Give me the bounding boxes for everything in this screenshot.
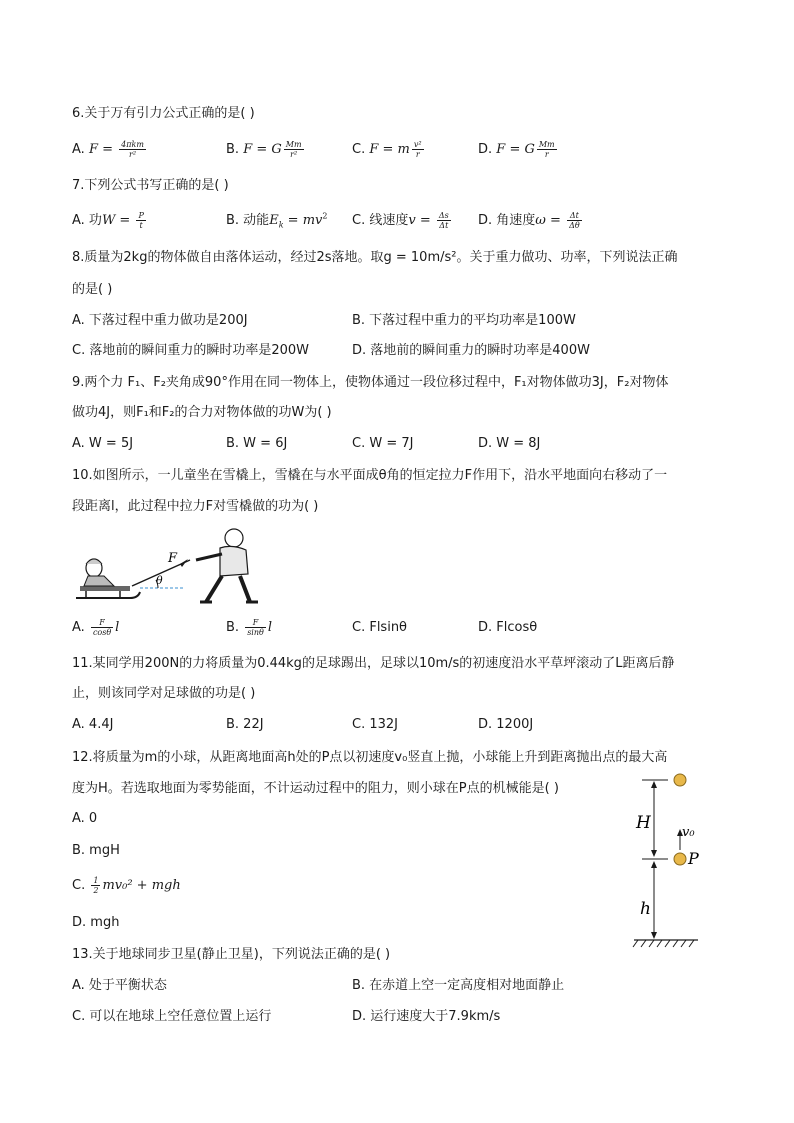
- adult-body: [220, 546, 248, 576]
- question-11-stem-line-2: 止，则该同学对足球做的功是( ): [72, 686, 256, 701]
- question-7-option-c[interactable]: C. 线速度v = $\frac{\Delta s}{\Delta t}$: [352, 211, 449, 230]
- v0-label: v₀: [682, 825, 695, 840]
- fraction: $\frac{\text{v²}}{r}$: [413, 140, 422, 159]
- fraction: $\frac{F}{\sin\theta}$: [247, 618, 264, 637]
- adult-head: [225, 529, 243, 547]
- question-12-option-b[interactable]: B. mgH: [72, 843, 120, 858]
- question-8-option-b[interactable]: B. 下落过程中重力的平均功率是100W: [352, 313, 576, 328]
- question-11-option-b[interactable]: B. 22J: [226, 717, 264, 732]
- fraction: $\frac{Mm}{\text{r²}}$: [285, 140, 302, 159]
- question-6-option-b[interactable]: B. F = G $\frac{Mm}{\text{r²}}$: [226, 140, 302, 159]
- fraction: $\frac{\Delta t}{\Delta\theta}$: [569, 211, 580, 230]
- child-body: [84, 576, 114, 586]
- sled-figure: [70, 528, 270, 608]
- fraction: $\frac{F}{\cos\theta}$: [92, 618, 112, 637]
- height-H-label: H: [636, 813, 651, 833]
- question-13-option-b[interactable]: B. 在赤道上空一定高度相对地面静止: [352, 978, 565, 993]
- question-8-stem-line-2: 的是( ): [72, 282, 113, 297]
- ball-top: [674, 774, 686, 786]
- force-label: F: [168, 551, 178, 566]
- question-9-stem-line-2: 做功4J，则F₁和F₂的合力对物体做的功W为( ): [72, 405, 332, 420]
- angle-label: θ: [156, 574, 163, 587]
- question-10-option-a[interactable]: A. $\frac{F}{\cos\theta}$ l: [72, 618, 120, 637]
- adult-legs: [206, 576, 250, 602]
- question-8-option-a[interactable]: A. 下落过程中重力做功是200J: [72, 313, 248, 328]
- question-13-option-a[interactable]: A. 处于平衡状态: [72, 978, 167, 993]
- question-13-option-d[interactable]: D. 运行速度大于7.9km/s: [352, 1009, 501, 1024]
- projectile-figure: [628, 766, 708, 952]
- question-11-stem-line-1: 11.某同学用200N的力将质量为0.44kg的足球踢出，足球以10m/s的初速度沿水平草坪滚动了L距离后静: [72, 656, 675, 671]
- question-9-option-c[interactable]: C. W = 7J: [352, 436, 414, 451]
- question-12-option-c[interactable]: C. $\frac{1}{2}$ mv₀² + mgh: [72, 876, 181, 895]
- question-12-stem-line-2: 度为H。若选取地面为零势能面，不计运动过程中的阻力，则小球在P点的机械能是( ): [72, 781, 559, 796]
- fraction: $\frac{1}{2}$: [93, 876, 99, 895]
- height-h-label: h: [640, 899, 651, 919]
- question-7-stem: 7.下列公式书写正确的是( ): [72, 178, 229, 193]
- question-8-option-d[interactable]: D. 落地前的瞬间重力的瞬时功率是400W: [352, 343, 590, 358]
- question-9-option-a[interactable]: A. W = 5J: [72, 436, 134, 451]
- question-10-stem-line-1: 10.如图所示，一儿童坐在雪橇上，雪橇在与水平面成θ角的恒定拉力F作用下，沿水平地面向右移动了一: [72, 468, 668, 483]
- fraction: $\frac{\text{4πkm}}{\text{r²}}$: [121, 140, 144, 159]
- question-9-stem-line-1: 9.两个力 F₁、F₂夹角成90°作用在同一物体上，使物体通过一段位移过程中，F₁对物体做功3J，F₂对物体: [72, 375, 669, 390]
- sled-body: [80, 586, 130, 591]
- question-11-option-d[interactable]: D. 1200J: [478, 717, 534, 732]
- question-8-stem-line-1: 8.质量为2kg的物体做自由落体运动，经过2s落地。取g = 10m/s²。关于重力做功、功率，下列说法正确: [72, 250, 678, 265]
- question-13-option-c[interactable]: C. 可以在地球上空任意位置上运行: [72, 1009, 272, 1024]
- fraction: $\frac{Mm}{r}$: [538, 140, 555, 159]
- question-7-option-b[interactable]: B. 动能$E_k = mv^2$: [226, 211, 328, 230]
- question-6-option-d[interactable]: D. F = G $\frac{Mm}{r}$: [478, 140, 555, 159]
- question-12-stem-line-1: 12.将质量为m的小球，从距离地面高h处的P点以初速度v₀竖直上抛，小球能上升到距离抛出点的最大高: [72, 750, 668, 765]
- question-7-option-d[interactable]: D. 角速度ω = $\frac{\Delta t}{\Delta\theta}$: [478, 211, 580, 230]
- question-10-option-c[interactable]: C. Flsinθ: [352, 620, 408, 635]
- question-9-option-b[interactable]: B. W = 6J: [226, 436, 288, 451]
- question-11-option-a[interactable]: A. 4.4J: [72, 717, 114, 732]
- question-6-option-c[interactable]: C. F = m $\frac{\text{v²}}{r}$: [352, 140, 422, 159]
- fraction: $\frac{\Delta s}{\Delta t}$: [438, 211, 449, 230]
- force-arrow-head: [180, 559, 188, 567]
- question-10-option-b[interactable]: B. $\frac{F}{\sin\theta}$ l: [226, 618, 273, 637]
- question-6-stem: 6.关于万有引力公式正确的是( ): [72, 106, 255, 121]
- question-13-stem: 13.关于地球同步卫星(静止卫星)，下列说法正确的是( ): [72, 947, 391, 962]
- question-9-option-d[interactable]: D. W = 8J: [478, 436, 541, 451]
- question-12-option-a[interactable]: A. 0: [72, 811, 98, 826]
- fraction: $\frac{P}{t}$: [138, 211, 144, 230]
- question-10-stem-line-2: 段距离l，此过程中拉力F对雪橇做的功为( ): [72, 499, 319, 514]
- ball-p: [674, 853, 686, 865]
- question-7-option-a[interactable]: A. 功W = $\frac{P}{t}$: [72, 211, 144, 230]
- question-8-option-c[interactable]: C. 落地前的瞬间重力的瞬时功率是200W: [72, 343, 310, 358]
- question-6-option-a[interactable]: A. F = $\frac{\text{4πkm}}{\text{r²}}$: [72, 140, 144, 159]
- question-10-option-d[interactable]: D. Flcosθ: [478, 620, 538, 635]
- question-12-option-d[interactable]: D. mgh: [72, 915, 120, 930]
- question-11-option-c[interactable]: C. 132J: [352, 717, 398, 732]
- point-P-label: P: [688, 849, 699, 868]
